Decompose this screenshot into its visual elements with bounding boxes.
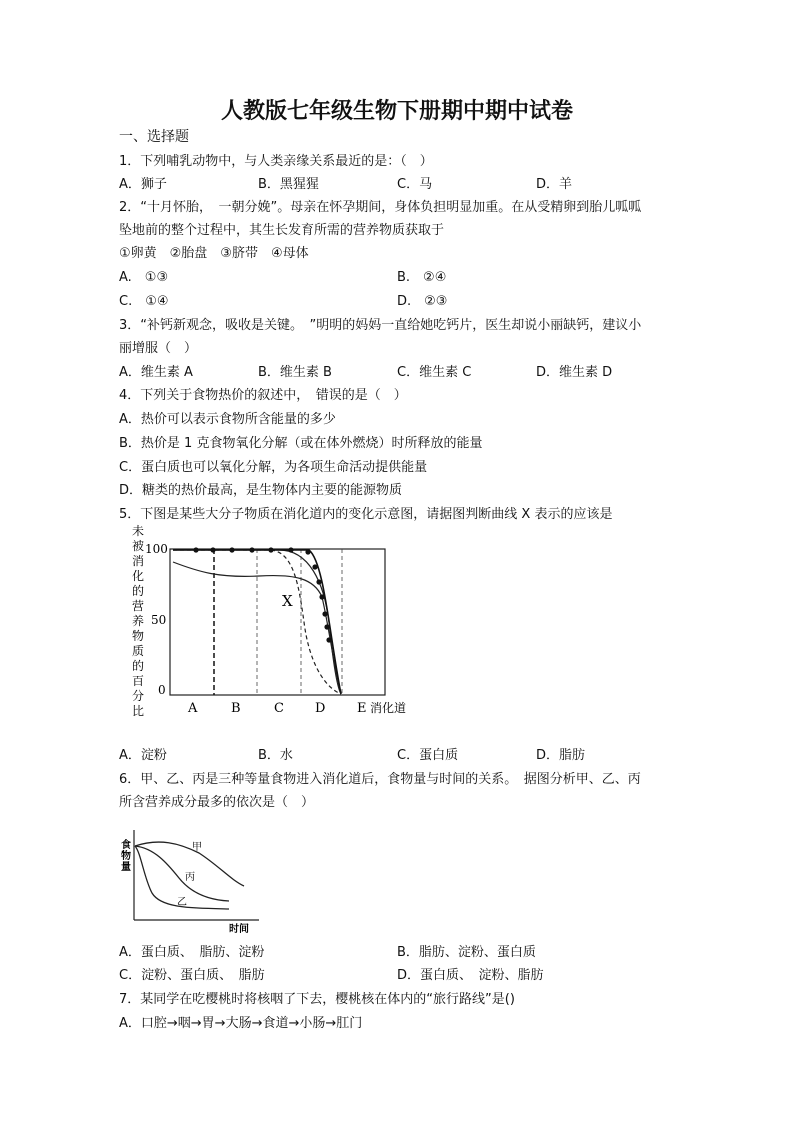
- svg-text:未: 未: [132, 524, 145, 538]
- curve-x-label: X: [282, 592, 293, 610]
- q5-option-c: C．蛋白质: [397, 748, 459, 763]
- svg-text:被: 被: [132, 539, 145, 553]
- q5-option-b: B．水: [258, 748, 293, 763]
- label-jia: 甲: [192, 842, 202, 853]
- q6-option-a: A．蛋白质、 脂肪、淀粉: [119, 945, 265, 960]
- svg-text:物: 物: [121, 851, 131, 862]
- question-6-stem-line2: 所含营养成分最多的依次是（ ）: [119, 795, 315, 810]
- svg-text:质: 质: [132, 644, 145, 658]
- q6-option-b: B．脂肪、淀粉、蛋白质: [397, 945, 536, 960]
- q2-option-d: D. ②③: [397, 294, 448, 309]
- q3-option-a: A．维生素 A: [119, 365, 193, 380]
- q1-option-c: C．马: [397, 177, 433, 192]
- q5-option-a: A．淀粉: [119, 748, 167, 763]
- svg-text:营: 营: [132, 599, 145, 613]
- plot-frame: [170, 549, 385, 695]
- x-tick-c: C: [274, 701, 284, 716]
- q3-option-b: B．维生素 B: [258, 365, 332, 380]
- q3-option-c: C．维生素 C: [397, 365, 472, 380]
- question-1-stem: 1．下列哺乳动物中，与人类亲缘关系最近的是：（ ）: [119, 154, 433, 169]
- question-2-stem-line2: 坠地前的整个过程中，其生长发育所需的营养物质获取于: [119, 223, 445, 238]
- svg-text:养: 养: [132, 614, 145, 628]
- q4-option-c: C．蛋白质也可以氧化分解，为各项生命活动提供能量: [119, 460, 428, 475]
- question-4-stem: 4．下列关于食物热价的叙述中， 错误的是（ ）: [119, 388, 407, 403]
- y-tick-50: 50: [151, 613, 167, 627]
- q4-option-b: B．热价是 1 克食物氧化分解（或在体外燃烧）时所释放的能量: [119, 436, 483, 451]
- label-yi: 乙: [177, 897, 187, 908]
- x-tick-e: E: [357, 701, 367, 716]
- x-tick-d: D: [315, 701, 326, 716]
- q1-option-d: D．羊: [536, 177, 573, 192]
- q1-option-a: A．狮子: [119, 177, 167, 192]
- q5-option-d: D．脂肪: [536, 748, 586, 763]
- question-3-stem-line1: 3．“补钙新观念，吸收是关键。 ”明明的妈妈一直给她吃钙片，医生却说小丽缺钙，建议小: [119, 318, 642, 333]
- question-7-stem: 7．某同学在吃樱桃时将核咽了下去，樱桃核在体内的“旅行路线”是(): [119, 992, 515, 1007]
- question-6-stem-line1: 6．甲、乙、丙是三种等量食物进入消化道后，食物量与时间的关系。 据图分析甲、乙、丙: [119, 772, 641, 787]
- question-3-stem-line2: 丽增服（ ）: [119, 341, 198, 356]
- q6-option-c: C．淀粉、蛋白质、 脂肪: [119, 968, 265, 983]
- svg-text:消: 消: [132, 554, 145, 568]
- y-tick-100: 100: [145, 542, 168, 556]
- svg-text:食: 食: [121, 840, 131, 851]
- digestion-curve-figure: [119, 522, 415, 734]
- q4-option-d: D．糖类的热价最高，是生物体内主要的能源物质: [119, 483, 403, 498]
- q2-option-a: A. ①③: [119, 270, 169, 285]
- q4-option-a: A．热价可以表示食物所含能量的多少: [119, 412, 336, 427]
- x-axis-label: 消化道: [370, 701, 407, 715]
- q2-option-b: B. ②④: [397, 270, 447, 285]
- svg-text:化: 化: [132, 569, 145, 583]
- label-bing: 丙: [185, 872, 195, 883]
- y-axis-label: [132, 523, 144, 718]
- q2-option-c: C. ①④: [119, 294, 169, 309]
- svg-text:量: 量: [121, 862, 131, 873]
- svg-text:的: 的: [132, 659, 145, 673]
- q3-option-d: D．维生素 D: [536, 365, 613, 380]
- q6-option-d: D．蛋白质、 淀粉、脂肪: [397, 968, 544, 983]
- question-2-stem-line1: 2．“十月怀胎， 一朝分娩”。母亲在怀孕期间，身体负担明显加重。在从受精卵到胎儿呱呱: [119, 200, 642, 215]
- question-2-choices: ①卵黄 ②胎盘 ③脐带 ④母体: [119, 246, 309, 261]
- x-tick-a: A: [188, 701, 198, 716]
- q1-option-b: B．黑猩猩: [258, 177, 319, 192]
- y-axis-label: [121, 838, 131, 873]
- food-amount-figure: [119, 808, 262, 934]
- svg-text:比: 比: [132, 704, 145, 718]
- section-heading: 一、选择题: [119, 129, 189, 145]
- q7-option-a: A．口腔→咽→胃→大肠→食道→小肠→肛门: [119, 1016, 363, 1031]
- svg-text:的: 的: [132, 584, 145, 598]
- x-axis-label: 时间: [229, 924, 249, 934]
- question-5-stem: 5．下图是某些大分子物质在消化道内的变化示意图，请据图判断曲线 X 表示的应该是: [119, 507, 613, 522]
- x-tick-b: B: [231, 701, 241, 716]
- svg-text:百: 百: [132, 674, 145, 688]
- svg-text:分: 分: [132, 689, 145, 703]
- y-tick-0: 0: [158, 683, 166, 697]
- page-title: 人教版七年级生物下册期中期中试卷: [220, 98, 573, 124]
- svg-text:物: 物: [132, 629, 145, 643]
- curve-bing: [135, 846, 229, 901]
